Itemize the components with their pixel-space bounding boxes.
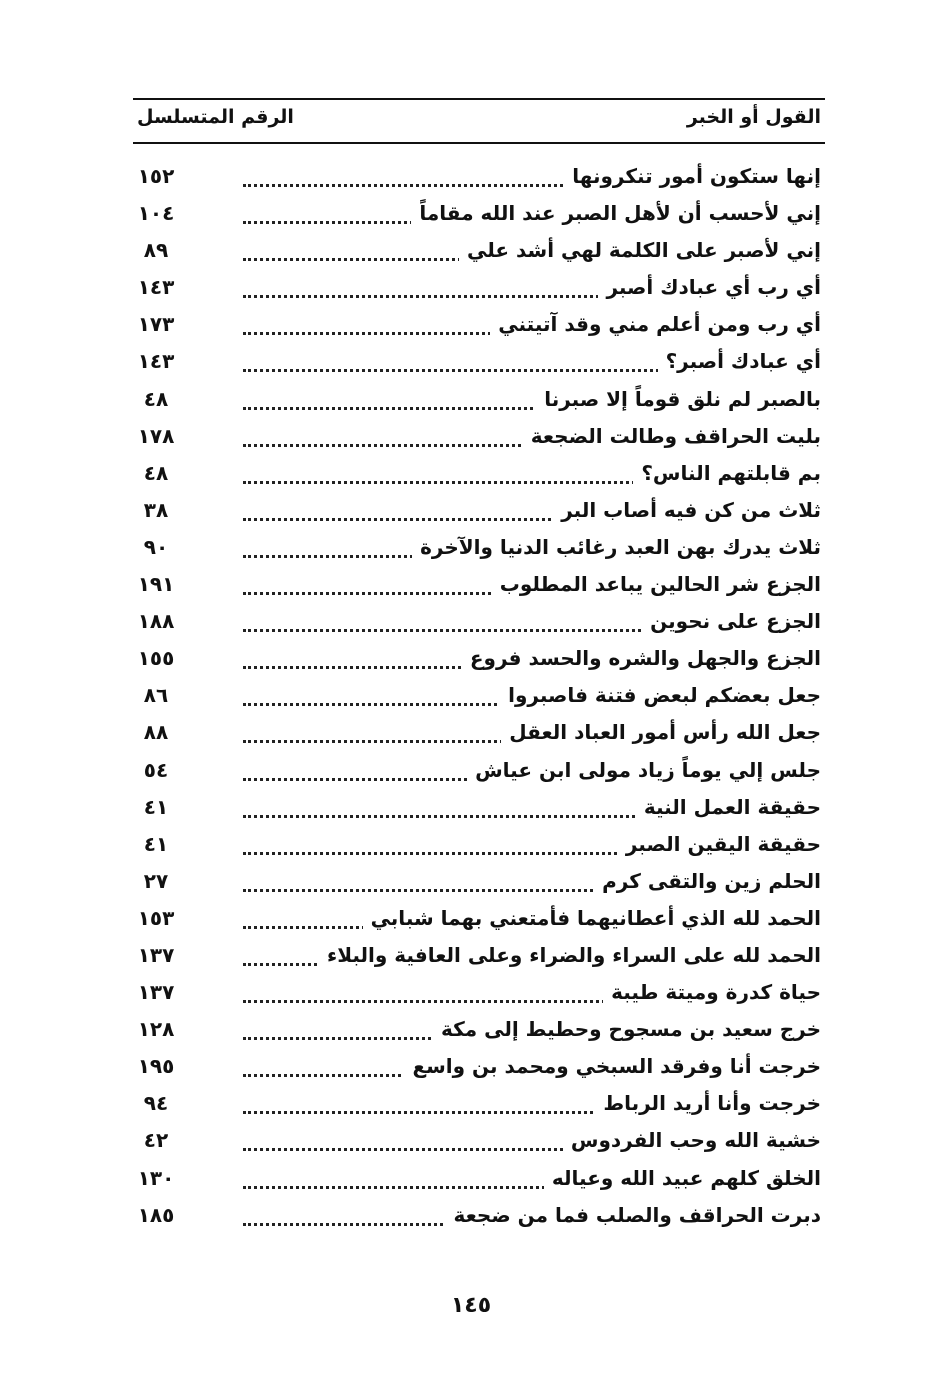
entry-number: ١٧٨ (137, 423, 175, 448)
entry-text: الخلق كلهم عبيد الله وعياله (544, 1166, 821, 1190)
entry-text: بم قابلتهم الناس؟ (633, 461, 821, 485)
entry-number: ٤١ (143, 831, 169, 856)
entry-text: الحمد لله الذي أعطانيهما فأمتعني بهما شبابي (363, 906, 821, 930)
index-entry-row (133, 679, 825, 716)
entry-text: إني لأحسب أن لأهل الصبر عند الله مقاماً (411, 201, 821, 225)
entry-text: خرج سعيد بن مسجوح وحطيط إلى مكة (433, 1017, 821, 1041)
index-entry-row (133, 754, 825, 791)
entry-text: حقيقة العمل النية (636, 795, 821, 819)
index-entry-row (133, 1087, 825, 1124)
entry-number: ١٨٨ (137, 609, 175, 634)
entry-text: حياة كدرة وميتة طيبة (603, 980, 821, 1004)
index-entries-list (133, 160, 825, 1236)
index-entry-row (133, 531, 825, 568)
entry-text: الحمد لله على السراء والضراء وعلى العافية والبلاء (319, 943, 821, 967)
entry-number: ١٤٣ (137, 275, 175, 300)
entry-text: جعل بعضكم لبعض فتنة فاصبروا (500, 683, 821, 707)
entry-number: ١٣٧ (137, 980, 175, 1005)
entry-text: ثلاث من كن فيه أصاب البر (553, 498, 821, 522)
entry-number: ١٩٥ (137, 1054, 175, 1079)
index-entry-row (133, 197, 825, 234)
entry-text: جعل الله رأس أمور العباد العقل (501, 720, 821, 744)
table-header (133, 98, 825, 144)
entry-number: ١٢٨ (137, 1017, 175, 1042)
entry-number: ٩٠ (143, 534, 169, 559)
entry-text: خرجت وأنا أريد الرباط (595, 1091, 821, 1115)
entry-number: ٤٨ (143, 386, 169, 411)
index-entry-row (133, 160, 825, 197)
entry-text: حقيقة اليقين الصبر (618, 832, 821, 856)
index-entry-row (133, 420, 825, 457)
page-number: ١٤٥ (450, 1293, 492, 1318)
index-entry-row (133, 1013, 825, 1050)
index-entry-row (133, 494, 825, 531)
index-entry-row (133, 828, 825, 865)
index-entry-row (133, 1199, 825, 1236)
entry-number: ٢٧ (143, 868, 169, 893)
index-entry-row (133, 642, 825, 679)
entry-number: ١٨٥ (137, 1202, 175, 1227)
entry-text: بالصبر لم نلق قوماً إلا صبرنا (536, 387, 821, 411)
entry-number: ٨٨ (143, 720, 169, 745)
index-entry-row (133, 939, 825, 976)
entry-number: ٨٦ (143, 683, 169, 708)
index-entry-row (133, 1124, 825, 1161)
entry-text: الحلم زين والتقى كرم (594, 869, 821, 893)
entry-text: الجزع والجهل والشره والحسد فروع (462, 646, 821, 670)
entry-number: ١٥٥ (137, 646, 175, 671)
index-entry-row (133, 308, 825, 345)
entry-text: إني لأصبر على الكلمة لهي أشد علي (459, 238, 821, 262)
entry-number: ١٤٣ (137, 349, 175, 374)
index-entry-row (133, 791, 825, 828)
entry-text: خرجت أنا وفرقد السبخي ومحمد بن واسع (404, 1054, 821, 1078)
entry-text: أي عبادك أصبر؟ (658, 349, 821, 373)
index-entry-row (133, 865, 825, 902)
index-entry-row (133, 716, 825, 753)
entry-number: ٩٤ (143, 1091, 169, 1116)
column-heading-saying: القول أو الخبر (686, 106, 821, 128)
index-entry-row (133, 345, 825, 382)
entry-text: أي رب ومن أعلم مني وقد آتيتني (490, 312, 821, 336)
index-entry-row (133, 271, 825, 308)
entry-number: ٥٤ (143, 757, 169, 782)
index-entry-row (133, 1162, 825, 1199)
entry-number: ١٣٧ (137, 942, 175, 967)
index-entry-row (133, 902, 825, 939)
entry-number: ٤١ (143, 794, 169, 819)
entry-text: بليت الحراقف وطالت الضجعة (523, 424, 821, 448)
entry-text: الجزع شر الحالين يباعد المطلوب (492, 572, 821, 596)
entry-text: الجزع على نحوين (642, 609, 821, 633)
index-entry-row (133, 457, 825, 494)
index-entry-row (133, 1050, 825, 1087)
entry-number: ٤٢ (143, 1128, 169, 1153)
entry-text: ثلاث يدرك بهن العبد رغائب الدنيا والآخرة (412, 535, 821, 559)
entry-text: إنها ستكون أمور تنكرونها (564, 164, 821, 188)
entry-text: أي رب أي عبادك أصبر (598, 275, 821, 299)
entry-number: ٣٨ (143, 497, 169, 522)
entry-number: ١٣٠ (137, 1165, 175, 1190)
entry-number: ٨٩ (143, 238, 169, 263)
entry-number: ١٧٣ (137, 312, 175, 337)
index-entry-row (133, 568, 825, 605)
column-heading-number: الرقم المتسلسل (137, 106, 294, 128)
entry-text: جلس إلي يوماً زياد مولى ابن عياش (467, 758, 821, 782)
entry-number: ٤٨ (143, 460, 169, 485)
index-entry-row (133, 234, 825, 271)
entry-text: دبرت الحراقف والصلب فما من ضجعة (445, 1203, 821, 1227)
index-entry-row (133, 605, 825, 642)
index-entry-row (133, 383, 825, 420)
entry-text: خشية الله وحب الفردوس (563, 1128, 821, 1152)
entry-number: ١٩١ (137, 572, 175, 597)
entry-number: ١٠٤ (137, 201, 175, 226)
entry-number: ١٥٣ (137, 905, 175, 930)
index-entry-row (133, 976, 825, 1013)
entry-number: ١٥٢ (137, 164, 175, 188)
